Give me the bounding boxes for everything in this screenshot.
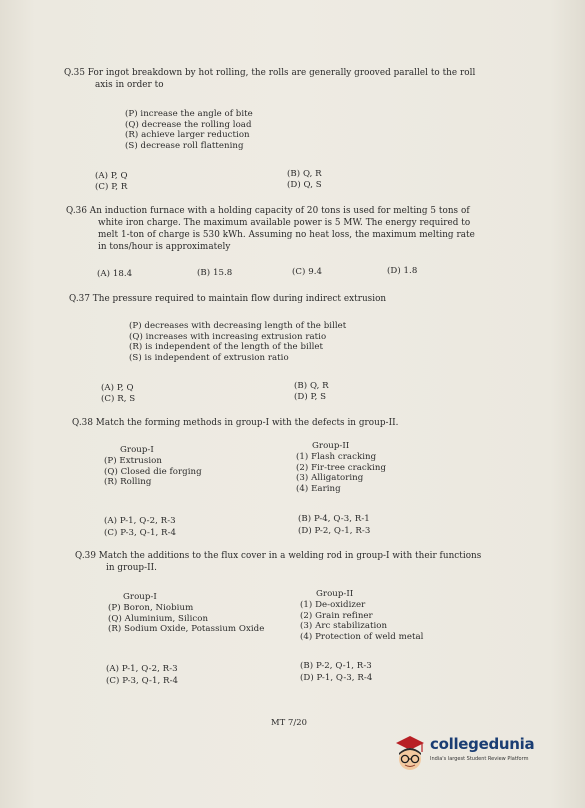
q38-group2-4: (4) Earing: [296, 483, 341, 494]
q39-group1-heading: Group-I: [123, 592, 157, 602]
q39-group2-list: [300, 600, 423, 642]
q37-option-b: (B) Q, R: [294, 381, 329, 391]
q39-group2-1: (1) De-oxidizer: [300, 600, 366, 610]
q36-text-line2: white iron charge. The maximum available power is 5 MW. The energy required to: [98, 218, 471, 228]
q38-group1-q: (Q) Closed die forging: [104, 466, 202, 477]
q38-option-d: (D) P-2, Q-1, R-3: [298, 526, 371, 536]
logo-tagline: India's largest Student Review Platform: [430, 756, 529, 762]
q37-text-line1: Q.37 The pressure required to maintain flow during indirect extrusion: [69, 294, 387, 304]
q37-stmt-p: (P) decreases with decreasing length of the billet: [129, 321, 347, 331]
q35-option-c: (C) P, R: [95, 182, 128, 192]
q37-option-d: (D) P, S: [294, 392, 327, 402]
q37-stmt-s: (S) is independent of extrusion ratio: [129, 352, 289, 363]
logo-wordmark: collegedunia: [430, 735, 535, 753]
q39-group1-p: (P) Boron, Niobium: [108, 603, 194, 613]
q35-stmt-p: (P) increase the angle of bite: [125, 109, 253, 119]
q37-option-a: (A) P, Q: [101, 383, 134, 393]
collegedunia-logo: [392, 733, 582, 777]
q38-group2-heading: Group-II: [312, 441, 350, 451]
q39-option-b: (B) P-2, Q-1, R-3: [300, 661, 372, 671]
q35-option-a: (A) P, Q: [95, 171, 128, 181]
q37-statements: [129, 321, 346, 363]
q38-option-a: (A) P-1, Q-2, R-3: [104, 516, 176, 526]
q36-text-line4: in tons/hour is approximately: [98, 242, 231, 252]
q35-text-line1: Q.35 For ingot breakdown by hot rolling, the rolls are generally grooved parallel to the roll: [64, 68, 476, 78]
q39-option-a: (A) P-1, Q-2, R-3: [106, 664, 178, 674]
q36-option-a: (A) 18.4: [97, 269, 133, 279]
q38-text-line1: Q.38 Match the forming methods in group-I with the defects in group-II.: [72, 418, 399, 428]
q39-text-line1: Q.39 Match the additions to the flux cover in a welding rod in group-I with their functions: [75, 551, 482, 561]
q39-group1-list: [108, 603, 264, 635]
q36-text-line1: Q.36 An induction furnace with a holding capacity of 20 tons is used for melting 5 tons of: [66, 206, 470, 216]
q39-group2-2: (2) Grain refiner: [300, 610, 373, 621]
q39-group2-4: (4) Protection of weld metal: [300, 631, 424, 642]
q35-stmt-s: (S) decrease roll flattening: [125, 140, 244, 151]
q36-text-line3: melt 1-ton of charge is 530 kWh. Assuming no heat loss, the maximum melting rate: [98, 230, 475, 240]
q36-option-d: (D) 1.8: [387, 266, 418, 276]
q38-group1-heading: Group-I: [120, 445, 154, 455]
q38-group2-2: (2) Fir-tree cracking: [296, 462, 386, 473]
q39-text-line2: in group-II.: [106, 563, 158, 573]
q38-group1-list: [104, 456, 202, 488]
page-number: MT 7/20: [271, 717, 307, 727]
q35-stmt-r: (R) achieve larger reduction: [125, 130, 250, 141]
q39-option-c: (C) P-3, Q-1, R-4: [106, 676, 179, 686]
q39-group2-heading: Group-II: [316, 589, 354, 599]
q35-option-b: (B) Q, R: [287, 169, 322, 179]
q38-group2-3: (3) Alligatoring: [296, 473, 364, 484]
q38-option-b: (B) P-4, Q-3, R-1: [298, 514, 370, 524]
q35-stmt-q: (Q) decrease the rolling load: [125, 119, 252, 130]
graduate-mascot-icon: [392, 733, 428, 777]
q37-stmt-q: (Q) increases with increasing extrusion ratio: [129, 331, 327, 342]
q35-statements: [125, 109, 253, 151]
q38-group2-1: (1) Flash cracking: [296, 452, 377, 462]
q35-text-line2: axis in order to: [95, 80, 164, 90]
q38-group1-p: (P) Extrusion: [104, 456, 162, 466]
q37-stmt-r: (R) is independent of the length of the billet: [129, 342, 324, 353]
q37-option-c: (C) R, S: [101, 394, 136, 404]
q39-group1-q: (Q) Aluminium, Silicon: [108, 613, 209, 624]
q39-group1-r: (R) Sodium Oxide, Potassium Oxide: [108, 624, 265, 635]
q38-group1-r: (R) Rolling: [104, 477, 152, 488]
q39-option-d: (D) P-1, Q-3, R-4: [300, 673, 373, 683]
q36-option-c: (C) 9.4: [292, 267, 323, 277]
q35-option-d: (D) Q, S: [287, 180, 322, 190]
q39-group2-3: (3) Arc stabilization: [300, 621, 388, 632]
q38-group2-list: [296, 452, 386, 494]
q38-option-c: (C) P-3, Q-1, R-4: [104, 528, 177, 538]
q36-option-b: (B) 15.8: [197, 268, 233, 278]
